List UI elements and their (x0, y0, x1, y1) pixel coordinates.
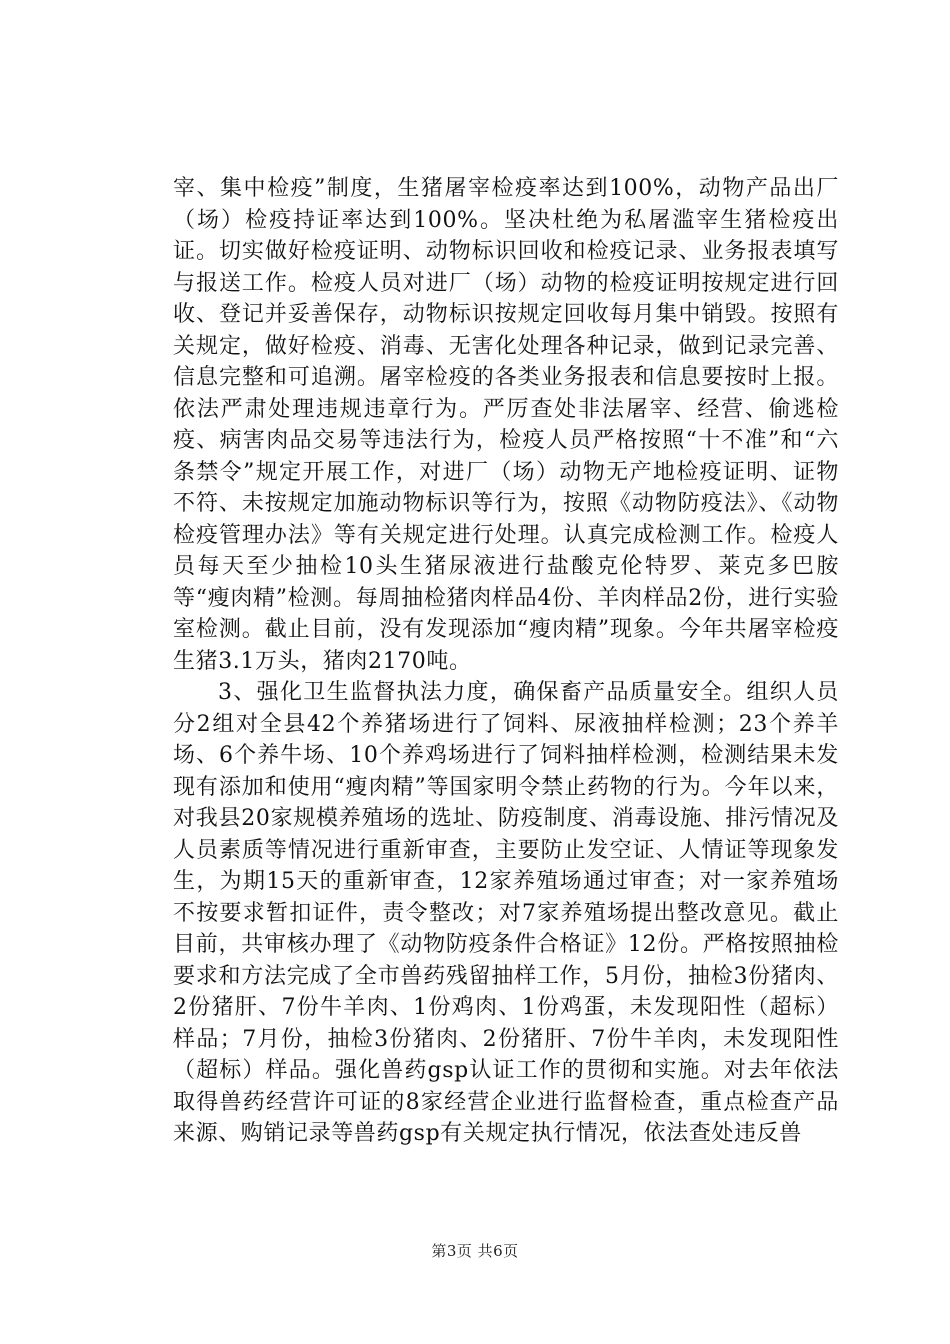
body-text (173, 173, 839, 1150)
page-footer: 第3页 共6页 (431, 1242, 519, 1260)
paragraph-2: 3、强化卫生监督执法力度，确保畜产品质量安全。组织人员分2组对全县42个养猪场进行了饲料、尿液抽样检测；23个养羊场、6个养牛场、10个养鸡场进行了饲料抽样检测，检测结果未发现有添加和使用“瘦肉精”等国家明令禁止药物的行为。今年以来，对我县20家规模养殖场的选址、防疫制度、消毒设施、排污情况及人员素质等情况进行重新审查，主要防止发空证、人情证等现象发生，为期15天的重新审查，12家养殖场通过审查；对一家养殖场不按要求暂扣证件，责令整改；对7家养殖场提出整改意见。截止目前，共审核办理了《动物防疫条件合格证》12份。严格按照抽检要求和方法完成了全市兽药残留抽样工作，5月份，抽检3份猪肉、2份猪肝、7份牛羊肉、1份鸡肉、1份鸡蛋，未发现阳性（超标）样品；7月份，抽检3份猪肉、2份猪肝、7份牛羊肉，未发现阳性（超标）样品。强化兽药gsp认证工作的贯彻和实施。对去年依法取得兽药经营许可证的8家经营企业进行监督检查，重点检查产品来源、购销记录等兽药gsp有关规定执行情况，依法查处违反兽 (173, 680, 839, 1146)
paragraph-1: 宰、集中检疫”制度，生猪屠宰检疫率达到100%，动物产品出厂（场）检疫持证率达到100%。坚决杜绝为私屠滥宰生猪检疫出证。切实做好检疫证明、动物标识回收和检疫记录、业务报表填写与报送工作。检疫人员对进厂（场）动物的检疫证明按规定进行回收、登记并妥善保存，动物标识按规定回收每月集中销毁。按照有关规定，做好检疫、消毒、无害化处理各种记录，做到记录完善、信息完整和可追溯。屠宰检疫的各类业务报表和信息要按时上报。依法严肃处理违规违章行为。严厉查处非法屠宰、经营、偷逃检疫、病害肉品交易等违法行为，检疫人员严格按照“十不准”和“六条禁令”规定开展工作，对进厂（场）动物无产地检疫证明、证物不符、未按规定加施动物标识等行为，按照《动物防疫法》、《动物检疫管理办法》等有关规定进行处理。认真完成检测工作。检疫人员每天至少抽检10头生猪尿液进行盐酸克伦特罗、莱克多巴胺等“瘦肉精”检测。每周抽检猪肉样品4份、羊肉样品2份，进行实验室检测。截止目前，没有发现添加“瘦肉精”现象。今年共屠宰检疫生猪3.1万头，猪肉2170吨。 (173, 176, 839, 674)
